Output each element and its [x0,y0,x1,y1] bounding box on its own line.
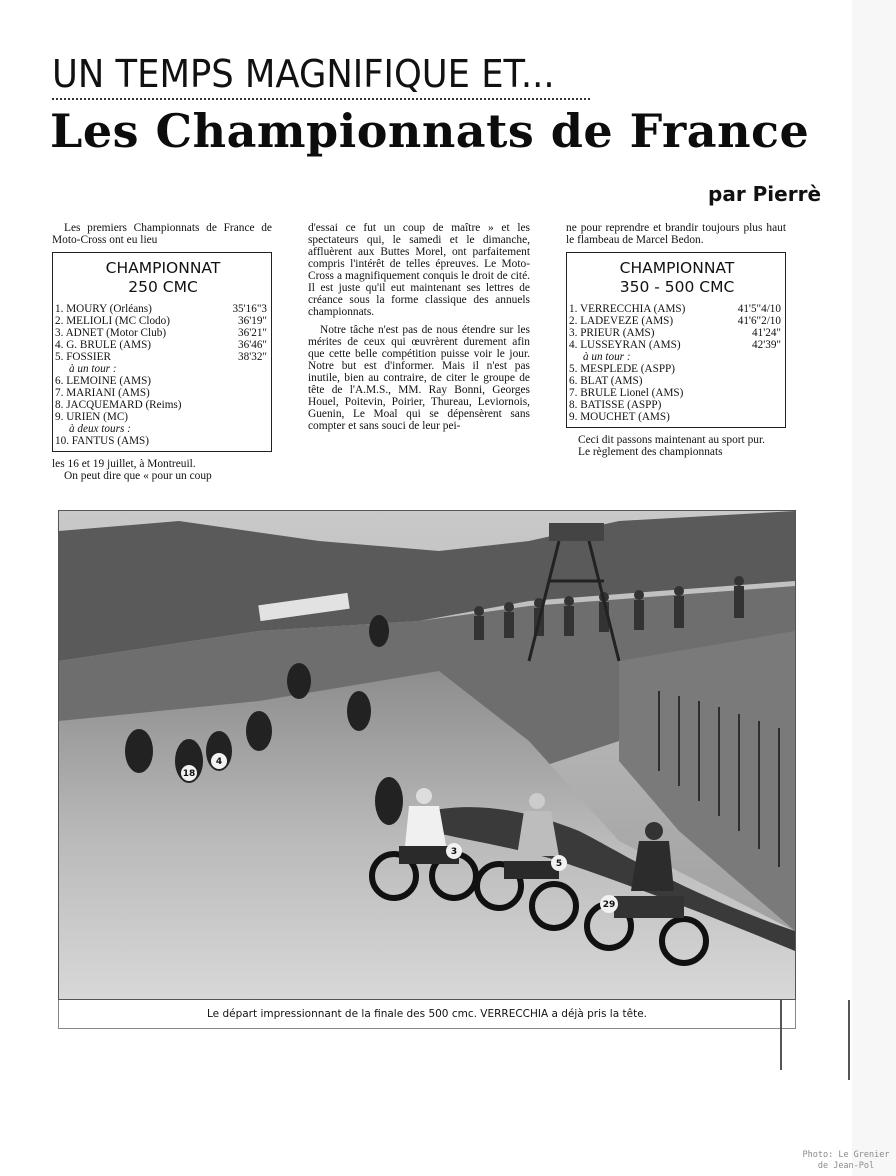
caption-text: Le départ impressionnant de la finale des 500 cmc. [206,1008,477,1020]
result-time: 36'19" [238,315,267,327]
result-name: 8. BATISSE (ASPP) [569,399,662,411]
results-list-350-500 [569,303,785,423]
result-row [569,411,785,423]
result-name: 1. MOURY (Orléans) [55,303,152,315]
race-start-photo [58,510,796,1000]
paragraph: d'essai ce fut un coup de maître » et les spectateurs qui, le samedi et le dimanche, affluèrent aux Buttes Morel, ont parfaitement compris l'intérêt de telles épreuves. Le Moto-Cross a magnifiquement conquis le droit de cité. Il est juste qu'il eut maintenant ses lettres de créance sous la forme classique des annuels championnats. [308,222,530,318]
plate-number: 29 [602,900,616,910]
plate-number: 3 [450,847,458,857]
result-time: 41'24" [752,327,781,339]
result-row [569,315,785,327]
margin-mark [780,1000,782,1070]
result-row [55,423,271,435]
result-row [55,327,271,339]
result-row [569,303,785,315]
result-name: 3. ADNET (Motor Club) [55,327,167,339]
result-row [55,411,271,423]
result-row [569,339,785,351]
result-row [569,399,785,411]
result-row [569,375,785,387]
result-time: 41'5"4/10 [737,303,781,315]
result-name: 6. LEMOINE (AMS) [55,375,152,387]
result-time: 38'32" [238,351,267,363]
result-name: à un tour : [69,363,117,375]
article-title: Les Championnats de France [50,104,810,158]
caption-rider: VERRECCHIA [480,1008,549,1020]
result-name: 7. BRULE Lionel (AMS) [569,387,684,399]
result-row [55,375,271,387]
caption-text: a déjà pris la tête. [551,1008,647,1020]
paragraph: On peut dire que « pour un coup [64,470,212,482]
plate-number: 4 [215,757,223,767]
photo-credit: Photo: Le Grenier de Jean-Pol [802,1150,890,1171]
result-name: 5. FOSSIER [55,351,111,363]
plate-number: 18 [182,769,196,779]
result-name: 1. VERRECCHIA (AMS) [569,303,686,315]
result-row [55,351,271,363]
result-name: à un tour : [583,351,631,363]
results-box-250 [52,252,272,452]
result-row [569,363,785,375]
result-name: 7. MARIANI (AMS) [55,387,150,399]
result-name: 9. MOUCHET (AMS) [569,411,670,423]
result-row [55,435,271,447]
result-row [55,303,271,315]
result-time: 35'16"3 [232,303,267,315]
result-name: 4. G. BRULE (AMS) [55,339,152,351]
result-time: 41'6"2/10 [737,315,781,327]
result-row [55,363,271,375]
result-time: 42'39" [752,339,781,351]
result-name: 10. FANTUS (AMS) [55,435,149,447]
result-row [55,387,271,399]
result-row [55,339,271,351]
result-name: 9. URIEN (MC) [55,411,129,423]
result-row [55,399,271,411]
results-title: CHAMPIONNAT [105,259,221,277]
result-name: 2. LADEVEZE (AMS) [569,315,674,327]
result-time: 36'21" [238,327,267,339]
article-kicker: UN TEMPS MAGNIFIQUE ET... [52,52,555,96]
result-time: 36'46" [238,339,267,351]
result-name: 6. BLAT (AMS) [569,375,643,387]
paragraph: Notre tâche n'est pas de nous étendre sur les mérites de ceux qui œuvrèrent durement afin que cette belle compétition puisse voir le jour. Notre but est d'informer. Mais il n'est pas inutile, bien au contraire, de citer le groupe de tête de l'A.M.S., MM. Ray Bonni, Georges Houel, Poitevin, Poirier, Thureau, Leviornois, Guenin, Le Moal qui se dépensèrent sans compter et sans souci de leur pei- [308,324,530,432]
result-name: 5. MESPLEDE (ASPP) [569,363,675,375]
result-row [569,327,785,339]
result-name: 8. JACQUEMARD (Reims) [55,399,182,411]
result-name: 2. MELIOLI (MC Clodo) [55,315,170,327]
kicker-rule [52,98,590,100]
results-title: CHAMPIONNAT [619,259,735,277]
result-name: à deux tours : [69,423,131,435]
results-category: 350 - 500 CMC [619,278,735,296]
paragraph: Le règlement des championnats [578,446,723,458]
byline: par Pierrè [708,182,822,206]
result-row [569,387,785,399]
photo-caption [58,1000,796,1029]
result-row [569,351,785,363]
results-list-250 [55,303,271,447]
plate-number: 5 [555,859,563,869]
margin-mark [848,1000,850,1080]
result-row [55,315,271,327]
paragraph: ne pour reprendre et brandir toujours plus haut le flambeau de Marcel Bedon. [566,222,786,246]
article-column-2 [308,222,530,432]
paragraph: Les premiers Championnats de France de Moto-Cross ont eu lieu [52,222,272,246]
paragraph: Ceci dit passons maintenant au sport pur. [578,434,765,446]
result-name: 4. LUSSEYRAN (AMS) [569,339,681,351]
result-name: 3. PRIEUR (AMS) [569,327,655,339]
paragraph: les 16 et 19 juillet, à Montreuil. [52,458,196,470]
results-box-350-500 [566,252,786,428]
article-column-1 [52,222,272,482]
article-column-3 [566,222,786,458]
results-category: 250 CMC [128,278,198,296]
